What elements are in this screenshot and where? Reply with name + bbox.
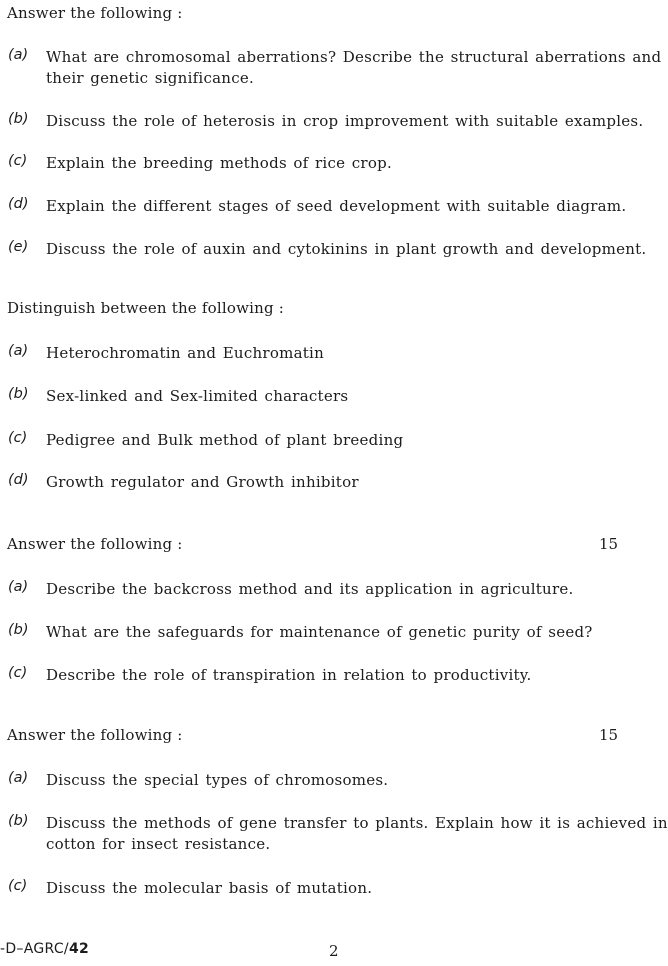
marks-label: 15 [599, 535, 619, 553]
question-line: Discuss the role of heterosis in crop improvement with suitable examples. [46, 112, 644, 130]
question-line: What are the safeguards for maintenance of genetic purity of seed? [46, 623, 593, 641]
question-label: (c) [8, 665, 28, 681]
question-text [46, 579, 574, 600]
question-line: Discuss the molecular basis of mutation. [46, 879, 373, 897]
page-number: 2 [329, 942, 339, 960]
section-heading: Answer the following : [7, 4, 183, 22]
question-label: (d) [8, 472, 29, 488]
question-text [46, 343, 324, 364]
question-line: Discuss the special types of chromosomes. [46, 771, 389, 789]
question-text [46, 386, 348, 407]
paper-code-prefix: -D–AGRC/ [0, 941, 69, 957]
question-line: Describe the role of transpiration in relation to productivity. [46, 666, 532, 684]
question-line: Pedigree and Bulk method of plant breeding [46, 431, 404, 449]
question-line: cotton for insect resistance. [46, 835, 271, 853]
paper-code-number: 42 [68, 941, 90, 957]
question-label: (c) [8, 430, 28, 446]
question-label: (a) [8, 343, 29, 359]
question-line: Discuss the role of auxin and cytokinins in plant growth and development. [46, 240, 647, 258]
marks-label: 15 [599, 726, 619, 744]
question-line: Describe the backcross method and its application in agriculture. [46, 580, 574, 598]
question-text [46, 430, 403, 451]
question-text [46, 196, 626, 217]
section-heading: Answer the following : [7, 726, 183, 744]
section-heading: Answer the following : [7, 535, 183, 553]
question-line: Heterochromatin and Euchromatin [46, 344, 324, 362]
question-text [46, 770, 388, 791]
question-label: (d) [8, 196, 29, 212]
question-text [46, 239, 646, 260]
question-label: (b) [8, 622, 29, 638]
question-line: Growth regulator and Growth inhibitor [46, 473, 359, 491]
question-line: Explain the breeding methods of rice crop. [46, 154, 392, 172]
question-text [46, 622, 593, 643]
question-text [46, 153, 392, 174]
question-label: (a) [8, 47, 29, 63]
question-label: (b) [8, 111, 29, 127]
question-label: (e) [8, 239, 29, 255]
question-label: (c) [8, 153, 28, 169]
question-text [46, 878, 372, 899]
question-label: (c) [8, 878, 28, 894]
section-heading: Distinguish between the following : [7, 299, 284, 317]
question-line: What are chromosomal aberrations? Describe the structural aberrations and [46, 48, 662, 66]
question-text [46, 472, 359, 493]
question-label: (b) [8, 386, 29, 402]
question-label: (a) [8, 770, 29, 786]
question-label: (b) [8, 813, 29, 829]
paper-code [0, 941, 89, 957]
question-line: Discuss the methods of gene transfer to plants. Explain how it is achieved in [46, 814, 668, 832]
question-line: Sex-linked and Sex-limited characters [46, 387, 349, 405]
question-text [46, 665, 532, 686]
question-text [46, 47, 661, 89]
question-line: their genetic significance. [46, 69, 255, 87]
question-text [46, 111, 643, 132]
question-line: Explain the different stages of seed development with suitable diagram. [46, 197, 627, 215]
question-label: (a) [8, 579, 29, 595]
question-text [46, 813, 668, 855]
